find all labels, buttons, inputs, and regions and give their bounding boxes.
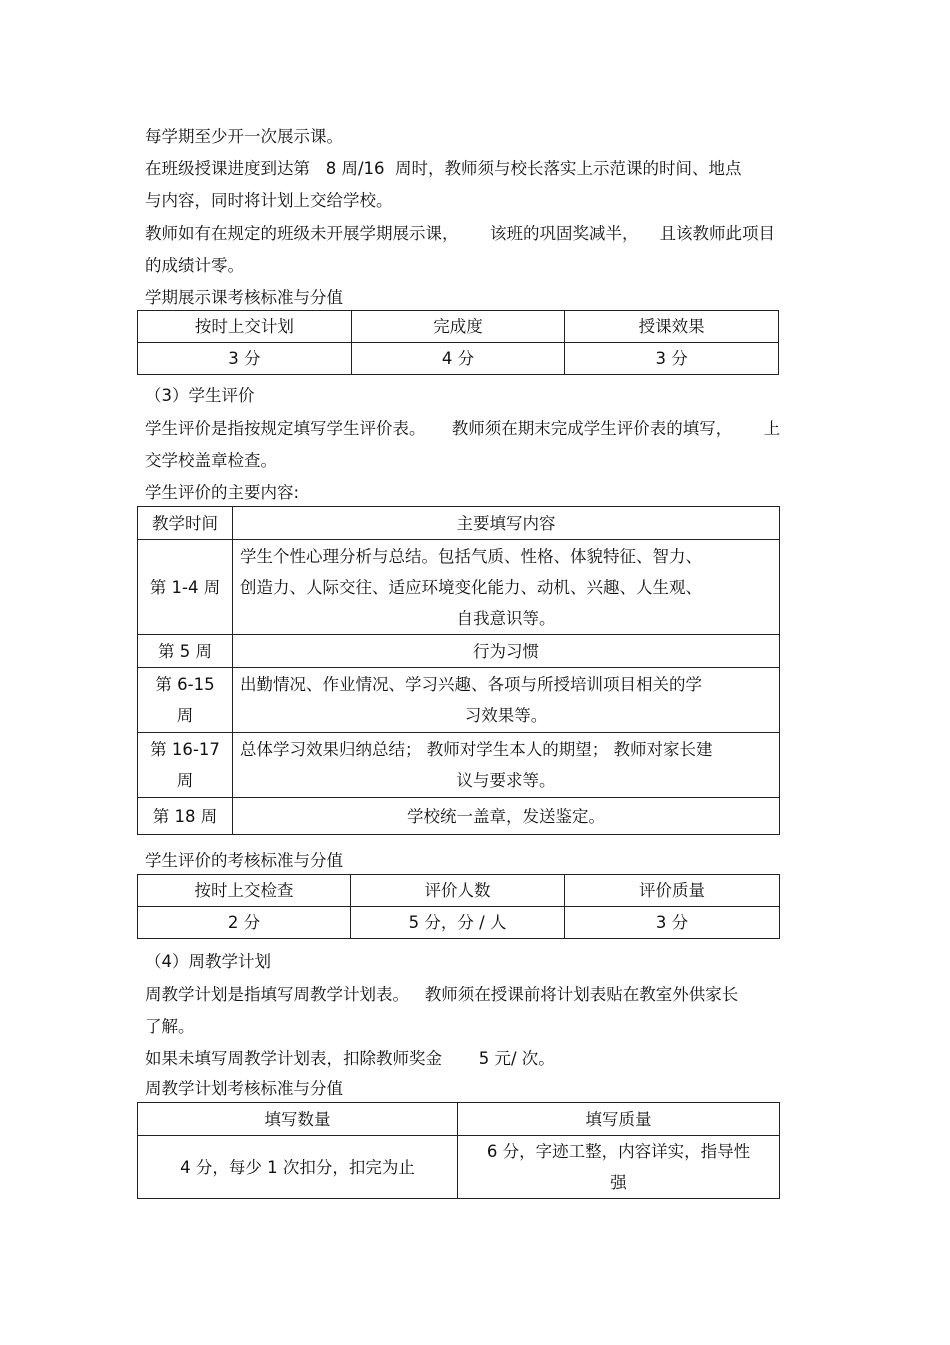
cell-line: 强 (610, 1173, 627, 1192)
table-cell: 4 分，每少 1 次扣分，扣完为止 (138, 1136, 458, 1199)
table-cell: 2 分 (138, 907, 351, 939)
cell-line: 周 (176, 771, 194, 790)
table-header: 授课效果 (565, 311, 779, 343)
student-evaluation-content-table (137, 506, 780, 835)
table-header: 主要填写内容 (233, 507, 780, 540)
showcase-score-table (137, 310, 779, 375)
table-cell (138, 668, 233, 733)
paragraph-line: 了解。 (145, 1017, 195, 1036)
table-cell: 4 分 (351, 343, 565, 375)
table-cell: 3 分 (565, 343, 779, 375)
table-cell: 第 1-4 周 (138, 540, 233, 635)
paragraph-line: 如果未填写周教学计划表，扣除教师奖金 5 元/ 次。 (145, 1049, 555, 1068)
paragraph-line: 与内容，同时将计划上交给学校。 (145, 191, 393, 210)
cell-line: 议与要求等。 (456, 771, 556, 790)
weekly-plan-score-table (137, 1102, 780, 1199)
cell-line: 出勤情况、作业情况、学习兴趣、各项与所授培训项目相关的学 (240, 675, 702, 694)
cell-line: 第 16-17 (150, 740, 220, 759)
table-header: 按时上交计划 (138, 311, 352, 343)
table-cell: 第 18 周 (138, 798, 233, 835)
table-cell (458, 1136, 780, 1199)
cell-line: 总体学习效果归纳总结； 教师对学生本人的期望； 教师对家长建 (240, 740, 713, 759)
paragraph-line: 交学校盖章检查。 (145, 451, 277, 470)
table-cell: 第 5 周 (138, 635, 233, 668)
table-cell (233, 733, 780, 798)
cell-line: 创造力、人际交往、适应环境变化能力、动机、兴趣、人生观、 (240, 577, 702, 597)
table-header: 填写数量 (138, 1103, 458, 1136)
cell-line: 周 (176, 706, 194, 725)
table-cell: 3 分 (138, 343, 352, 375)
cell-line: 第 6-15 (155, 675, 215, 694)
paragraph-line: 学生评价是指按规定填写学生评价表。 教师须在期末完成学生评价表的填写， 上 (145, 419, 781, 438)
table-header: 按时上交检查 (138, 875, 351, 907)
table-header: 完成度 (351, 311, 565, 343)
cell-line: 习效果等。 (464, 706, 548, 725)
cell-line: 6 分，字迹工整，内容详实，指导性 (486, 1142, 751, 1161)
table-caption: 学生评价的主要内容: (145, 483, 300, 502)
section-heading: （4）周教学计划 (145, 952, 271, 971)
table-caption: 学期展示课考核标准与分值 (145, 288, 343, 307)
table-header: 填写质量 (458, 1103, 780, 1136)
table-header: 评价质量 (565, 875, 780, 907)
student-evaluation-score-table (137, 874, 780, 939)
paragraph-line: 在班级授课进度到达第 8 周/16 周时，教师须与校长落实上示范课的时间、地点 (145, 159, 742, 178)
section-heading: （3）学生评价 (145, 386, 255, 405)
table-cell: 学校统一盖章，发送鉴定。 (233, 798, 780, 835)
table-cell (233, 668, 780, 733)
table-caption: 学生评价的考核标准与分值 (145, 851, 343, 870)
table-cell: 5 分，分 / 人 (351, 907, 565, 939)
table-cell: 3 分 (565, 907, 780, 939)
table-cell (233, 540, 780, 635)
table-header: 教学时间 (138, 507, 233, 540)
paragraph-line: 教师如有在规定的班级未开展学期展示课， 该班的巩固奖减半， 且该教师此项目 (145, 224, 775, 243)
paragraph-line: 每学期至少开一次展示课。 (145, 127, 343, 146)
table-cell: 行为习惯 (233, 635, 780, 668)
table-caption: 周教学计划考核标准与分值 (145, 1079, 343, 1098)
paragraph-line: 周教学计划是指填写周教学计划表。 教师须在授课前将计划表贴在教室外供家长 (145, 985, 739, 1004)
table-header: 评价人数 (351, 875, 565, 907)
table-cell (138, 733, 233, 798)
paragraph-line: 的成绩计零。 (145, 256, 244, 275)
cell-line: 学生个性心理分析与总结。包括气质、性格、体貌特征、智力、 (240, 546, 702, 566)
cell-line: 自我意识等。 (456, 608, 556, 628)
